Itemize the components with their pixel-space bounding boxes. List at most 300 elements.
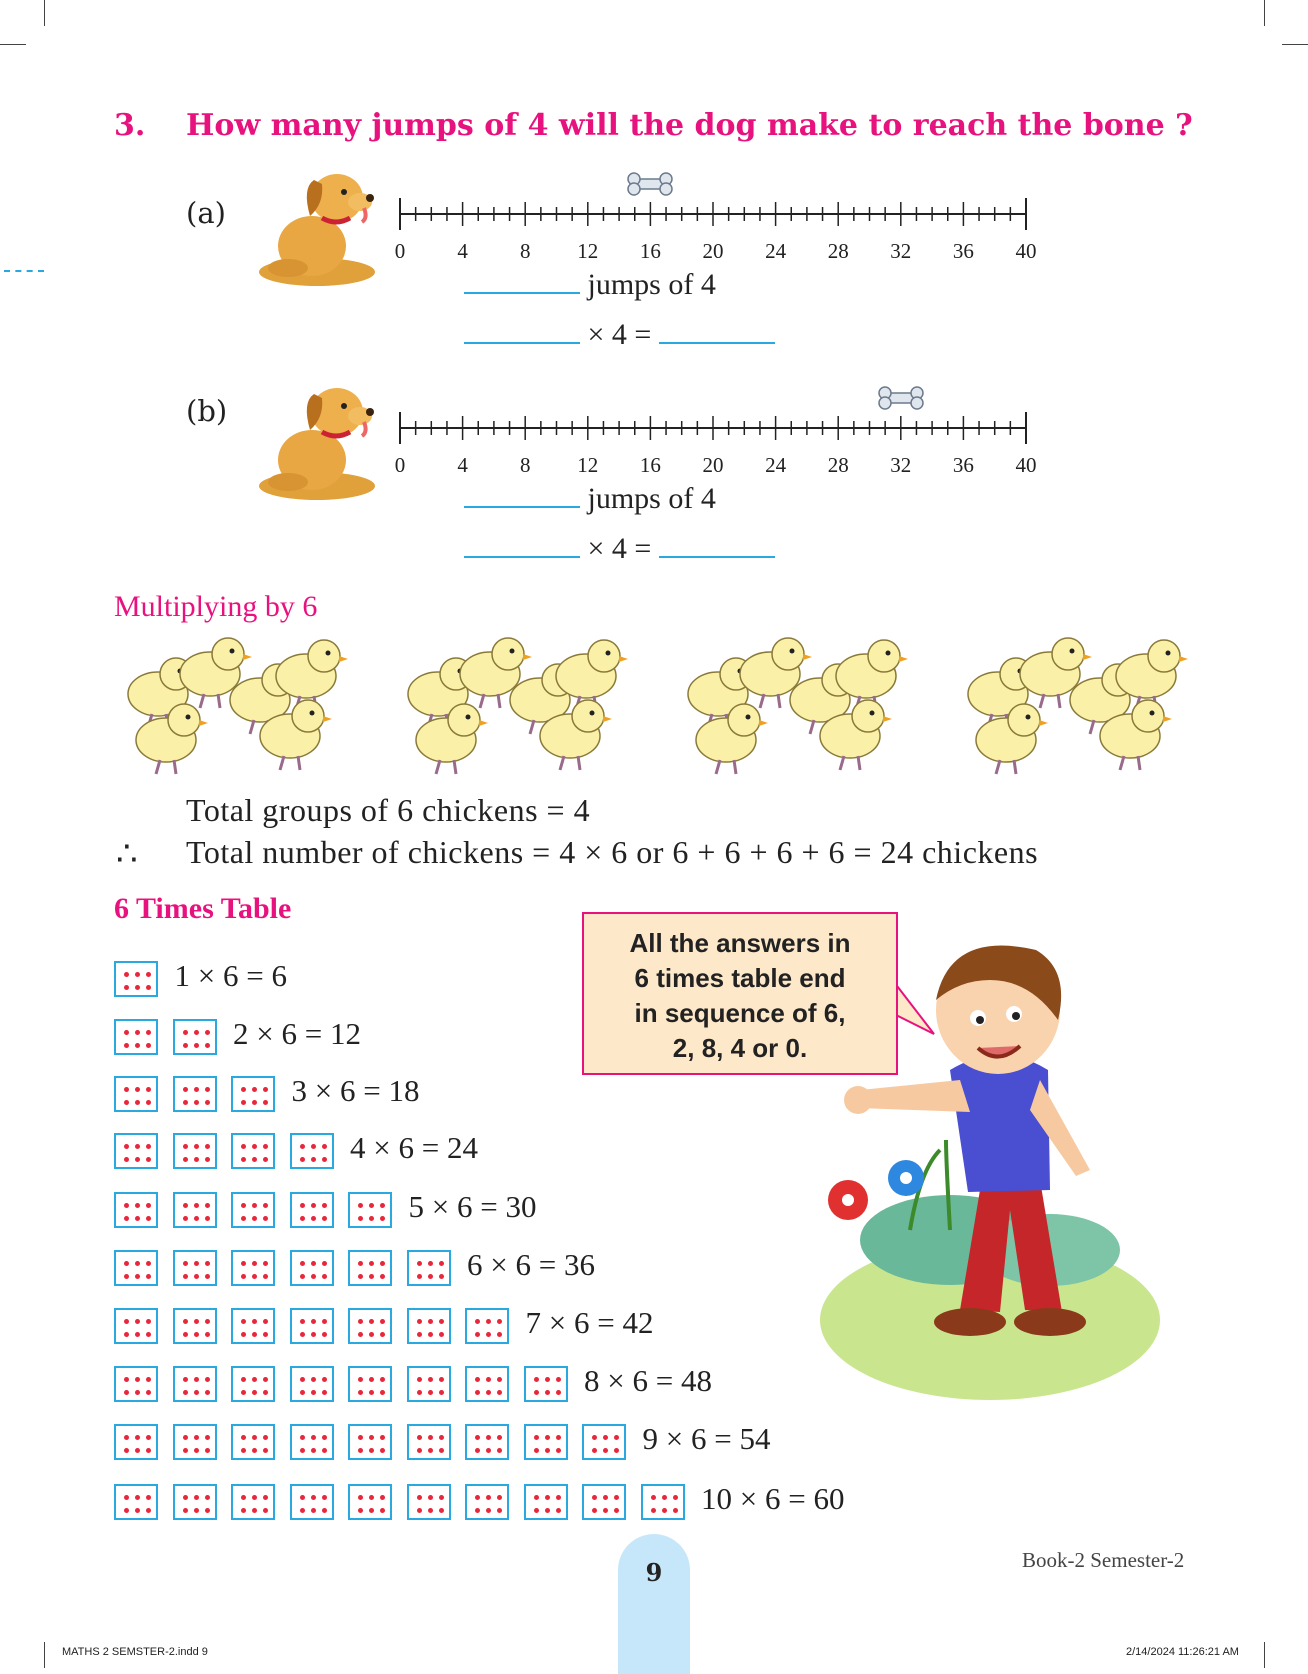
crop-mark	[1264, 1642, 1265, 1668]
dot	[241, 1144, 246, 1149]
dot	[428, 1448, 433, 1453]
dot	[417, 1508, 422, 1513]
dot	[475, 1448, 480, 1453]
dot	[369, 1216, 374, 1221]
number-line	[392, 196, 1037, 263]
dot	[592, 1495, 597, 1500]
dot	[135, 1087, 140, 1092]
answer-blank[interactable]	[659, 550, 775, 558]
dot-group-box	[231, 1076, 275, 1112]
dot-group-box	[465, 1484, 509, 1520]
dot	[380, 1261, 385, 1266]
times-table-equation: 8 × 6 = 48	[584, 1363, 712, 1398]
dot	[183, 1319, 188, 1324]
dot	[311, 1508, 316, 1513]
multiplication-line: × 4 =	[464, 318, 775, 352]
tick-label: 36	[952, 453, 974, 477]
dot-group-box	[114, 1192, 158, 1228]
tick-label: 28	[827, 239, 849, 263]
dot	[146, 985, 151, 990]
answer-blank[interactable]	[464, 500, 580, 508]
dot-group-box	[173, 1308, 217, 1344]
dot-group-box	[524, 1424, 568, 1460]
tick-label: 20	[702, 453, 724, 477]
jumps-line: jumps of 4	[464, 482, 716, 516]
chicken-groups	[110, 636, 1190, 786]
dot	[439, 1448, 444, 1453]
dot	[263, 1390, 268, 1395]
dot	[556, 1508, 561, 1513]
dot-group-box	[465, 1424, 509, 1460]
dot	[146, 1435, 151, 1440]
dot-group-box	[290, 1192, 334, 1228]
dot	[380, 1319, 385, 1324]
dot	[252, 1332, 257, 1337]
dot	[194, 1448, 199, 1453]
dot-group-box	[290, 1484, 334, 1520]
tick-label: 8	[519, 239, 531, 263]
dot-group-box	[231, 1192, 275, 1228]
dot	[311, 1274, 316, 1279]
dot	[311, 1495, 316, 1500]
dot-group-box	[641, 1484, 685, 1520]
tick-label: 0	[394, 239, 406, 263]
dot	[428, 1508, 433, 1513]
dot	[263, 1377, 268, 1382]
timestamp-slug: 2/14/2024 11:26:21 AM	[1126, 1646, 1239, 1658]
dot	[194, 1495, 199, 1500]
dot	[241, 1448, 246, 1453]
page-number: 9	[645, 1558, 663, 1587]
bubble-line: in sequence of 6,	[634, 998, 846, 1028]
dot	[194, 1332, 199, 1337]
dot	[322, 1203, 327, 1208]
dot	[534, 1495, 539, 1500]
dot	[146, 1144, 151, 1149]
dot	[241, 1332, 246, 1337]
dot-group-box	[348, 1366, 392, 1402]
dot	[475, 1495, 480, 1500]
dot	[205, 1087, 210, 1092]
tick-label: 36	[952, 239, 974, 263]
dot	[417, 1377, 422, 1382]
dot	[241, 1319, 246, 1324]
dot	[358, 1261, 363, 1266]
dot	[300, 1508, 305, 1513]
dot	[124, 1435, 129, 1440]
dot	[205, 1508, 210, 1513]
dot	[486, 1319, 491, 1324]
dot-group-box	[290, 1250, 334, 1286]
dot	[497, 1377, 502, 1382]
dot-group-box	[231, 1484, 275, 1520]
tick-label: 12	[577, 239, 599, 263]
dot	[146, 1274, 151, 1279]
dot	[439, 1435, 444, 1440]
tick-label: 40	[1015, 453, 1037, 477]
dot	[300, 1435, 305, 1440]
dot-group-box	[114, 1250, 158, 1286]
answer-blank[interactable]	[464, 286, 580, 294]
dot	[428, 1261, 433, 1266]
dot	[428, 1319, 433, 1324]
dot	[673, 1495, 678, 1500]
dot	[135, 1216, 140, 1221]
dot	[183, 1043, 188, 1048]
times-table-equation: 10 × 6 = 60	[701, 1481, 845, 1516]
dot	[135, 1495, 140, 1500]
bone-icon	[625, 170, 675, 198]
therefore-symbol: ∴	[116, 836, 139, 873]
dot	[241, 1508, 246, 1513]
times-table-equation: 3 × 6 = 18	[291, 1073, 420, 1108]
dot	[194, 1508, 199, 1513]
dot	[135, 1100, 140, 1105]
dot-group-box	[173, 1133, 217, 1169]
dot	[369, 1261, 374, 1266]
tick-label: 28	[827, 453, 849, 477]
dot-group-box	[114, 1484, 158, 1520]
dot	[300, 1319, 305, 1324]
dot-group-box	[524, 1366, 568, 1402]
dot	[300, 1157, 305, 1162]
dot	[146, 1495, 151, 1500]
dot	[417, 1274, 422, 1279]
dot	[380, 1448, 385, 1453]
dot	[252, 1100, 257, 1105]
dot	[417, 1435, 422, 1440]
dot	[497, 1390, 502, 1395]
dot	[592, 1508, 597, 1513]
dot	[556, 1377, 561, 1382]
dot	[439, 1332, 444, 1337]
dot-group-box	[231, 1366, 275, 1402]
dot	[146, 1377, 151, 1382]
dot	[603, 1448, 608, 1453]
dot	[194, 1157, 199, 1162]
dot	[380, 1435, 385, 1440]
dot	[545, 1377, 550, 1382]
dot	[252, 1157, 257, 1162]
dot	[369, 1319, 374, 1324]
dot	[300, 1448, 305, 1453]
dot	[252, 1203, 257, 1208]
dot-group-box	[348, 1484, 392, 1520]
dot	[322, 1495, 327, 1500]
dot	[146, 1087, 151, 1092]
dot	[146, 1261, 151, 1266]
dot	[369, 1508, 374, 1513]
dot	[252, 1144, 257, 1149]
dot	[592, 1448, 597, 1453]
dot	[545, 1435, 550, 1440]
dot	[300, 1495, 305, 1500]
dot	[534, 1390, 539, 1395]
dot	[205, 1144, 210, 1149]
times-table-equation: 5 × 6 = 30	[408, 1189, 537, 1224]
dot	[205, 1043, 210, 1048]
dot	[183, 1030, 188, 1035]
dot	[135, 1274, 140, 1279]
dot	[252, 1390, 257, 1395]
dot	[322, 1377, 327, 1382]
dot	[146, 1100, 151, 1105]
dot	[124, 1274, 129, 1279]
dot	[556, 1390, 561, 1395]
dot	[252, 1319, 257, 1324]
dot	[475, 1390, 480, 1395]
dot	[369, 1390, 374, 1395]
dot-group-box	[173, 1484, 217, 1520]
dot	[311, 1203, 316, 1208]
dot	[311, 1216, 316, 1221]
dot	[380, 1274, 385, 1279]
dot	[497, 1508, 502, 1513]
dot	[322, 1274, 327, 1279]
dot	[417, 1261, 422, 1266]
dot	[497, 1435, 502, 1440]
dot	[475, 1435, 480, 1440]
dog-illustration	[252, 382, 382, 506]
dot	[194, 1043, 199, 1048]
dot	[358, 1495, 363, 1500]
answer-blank[interactable]	[464, 550, 580, 558]
tick-label: 24	[765, 239, 787, 263]
file-slug: MATHS 2 SEMSTER-2.indd 9	[62, 1646, 208, 1658]
dot-group-box	[231, 1424, 275, 1460]
dot	[146, 1043, 151, 1048]
tick-label: 16	[639, 453, 661, 477]
dot	[146, 1508, 151, 1513]
dot	[322, 1319, 327, 1324]
dot	[263, 1332, 268, 1337]
dot	[358, 1203, 363, 1208]
dot	[300, 1203, 305, 1208]
dot	[135, 1261, 140, 1266]
dot	[369, 1448, 374, 1453]
dot	[556, 1448, 561, 1453]
dot	[205, 1390, 210, 1395]
dot	[614, 1508, 619, 1513]
dot	[183, 1435, 188, 1440]
dot	[241, 1087, 246, 1092]
dot	[417, 1495, 422, 1500]
dot	[124, 1332, 129, 1337]
dot	[194, 1390, 199, 1395]
dot	[439, 1508, 444, 1513]
dot	[183, 1495, 188, 1500]
dot	[417, 1332, 422, 1337]
dot	[205, 1216, 210, 1221]
dog-illustration	[252, 168, 382, 292]
dot	[486, 1332, 491, 1337]
dot	[592, 1435, 597, 1440]
dot-group-box	[114, 1076, 158, 1112]
dot-group-box	[173, 1019, 217, 1055]
dot	[252, 1495, 257, 1500]
dot	[252, 1261, 257, 1266]
question-text: How many jumps of 4 will the dog make to reach the bone ?	[186, 108, 1193, 143]
number-line	[392, 410, 1037, 477]
dot	[358, 1448, 363, 1453]
dot-group-box	[231, 1250, 275, 1286]
dot	[241, 1261, 246, 1266]
dot	[475, 1377, 480, 1382]
dot	[194, 1319, 199, 1324]
answer-blank[interactable]	[464, 336, 580, 344]
dot	[439, 1274, 444, 1279]
dot	[135, 1157, 140, 1162]
total-chickens-line: Total number of chickens = 4 × 6 or 6 + 6 + 6 + 6 = 24 chickens	[186, 834, 1039, 870]
dot	[311, 1157, 316, 1162]
dot-group-box	[407, 1424, 451, 1460]
dot	[263, 1319, 268, 1324]
answer-blank[interactable]	[659, 336, 775, 344]
dot	[263, 1495, 268, 1500]
dot	[205, 1274, 210, 1279]
chicken-group	[110, 636, 360, 786]
dot	[311, 1261, 316, 1266]
dot	[205, 1030, 210, 1035]
dot	[183, 1390, 188, 1395]
section-heading-times-table: 6 Times Table	[114, 892, 292, 925]
dot	[205, 1332, 210, 1337]
dot	[311, 1377, 316, 1382]
dot	[252, 1435, 257, 1440]
dot	[322, 1332, 327, 1337]
dot	[380, 1203, 385, 1208]
dot	[146, 1203, 151, 1208]
dot	[439, 1495, 444, 1500]
dot	[358, 1319, 363, 1324]
dot-group-box	[524, 1484, 568, 1520]
dot	[651, 1508, 656, 1513]
dot	[439, 1377, 444, 1382]
tick-label: 0	[394, 453, 406, 477]
dot	[205, 1157, 210, 1162]
dot	[205, 1203, 210, 1208]
dot	[369, 1435, 374, 1440]
dot	[135, 1390, 140, 1395]
dot	[146, 1319, 151, 1324]
dot	[263, 1274, 268, 1279]
dot	[241, 1216, 246, 1221]
crop-mark	[1264, 0, 1265, 26]
dot	[369, 1495, 374, 1500]
dot-group-box	[290, 1133, 334, 1169]
crop-mark	[1282, 44, 1308, 45]
total-groups-line: Total groups of 6 chickens = 4	[186, 792, 591, 828]
dot	[194, 1030, 199, 1035]
dot-group-box	[348, 1250, 392, 1286]
dot	[300, 1332, 305, 1337]
dot	[194, 1203, 199, 1208]
tick-label: 32	[890, 239, 912, 263]
dot	[545, 1508, 550, 1513]
dot	[358, 1508, 363, 1513]
dot	[311, 1319, 316, 1324]
dot	[146, 972, 151, 977]
tick-label: 20	[702, 239, 724, 263]
dot	[252, 1274, 257, 1279]
dot	[428, 1435, 433, 1440]
dot	[380, 1495, 385, 1500]
dot	[545, 1390, 550, 1395]
dot	[439, 1261, 444, 1266]
jumps-line: jumps of 4	[464, 268, 716, 302]
dot	[322, 1508, 327, 1513]
section-heading-multiplying: Multiplying by 6	[114, 590, 318, 623]
dot	[486, 1448, 491, 1453]
dot	[135, 972, 140, 977]
dot	[322, 1157, 327, 1162]
dot	[252, 1216, 257, 1221]
dot	[194, 1087, 199, 1092]
dot	[183, 1087, 188, 1092]
tick-label: 40	[1015, 239, 1037, 263]
dot	[124, 1157, 129, 1162]
dot-group-box	[114, 961, 158, 997]
dot-group-box	[173, 1424, 217, 1460]
dot-group-box	[114, 1424, 158, 1460]
dot	[358, 1274, 363, 1279]
dot	[603, 1495, 608, 1500]
dot-group-box	[231, 1133, 275, 1169]
dot	[534, 1377, 539, 1382]
dot	[300, 1261, 305, 1266]
dot	[135, 1332, 140, 1337]
times-table-equation: 6 × 6 = 36	[467, 1247, 595, 1282]
tick-label: 32	[890, 453, 912, 477]
dot	[358, 1435, 363, 1440]
times-table-equation: 4 × 6 = 24	[350, 1130, 478, 1165]
crop-mark	[0, 44, 26, 45]
times-table-equation: 7 × 6 = 42	[525, 1305, 654, 1340]
bubble-line: All the answers in	[629, 928, 851, 958]
dot	[369, 1203, 374, 1208]
dot	[124, 1261, 129, 1266]
dot-group-box	[348, 1192, 392, 1228]
dot	[380, 1216, 385, 1221]
dot	[124, 1319, 129, 1324]
dot	[486, 1508, 491, 1513]
dot	[124, 985, 129, 990]
dot	[300, 1274, 305, 1279]
dot	[124, 1203, 129, 1208]
dot	[380, 1377, 385, 1382]
chicken-group	[670, 636, 920, 786]
dot	[241, 1495, 246, 1500]
dot	[124, 1144, 129, 1149]
dot	[358, 1377, 363, 1382]
dot	[428, 1377, 433, 1382]
dot	[135, 1043, 140, 1048]
dot	[300, 1390, 305, 1395]
crop-mark	[44, 1642, 45, 1668]
dot	[183, 1377, 188, 1382]
dot	[205, 1448, 210, 1453]
tick-label: 12	[577, 453, 599, 477]
dot	[439, 1319, 444, 1324]
dot	[146, 1390, 151, 1395]
dot	[263, 1157, 268, 1162]
times-table-equation: 2 × 6 = 12	[233, 1016, 361, 1051]
dot	[556, 1435, 561, 1440]
dot	[417, 1448, 422, 1453]
dot	[241, 1390, 246, 1395]
dot	[428, 1495, 433, 1500]
dot	[475, 1508, 480, 1513]
